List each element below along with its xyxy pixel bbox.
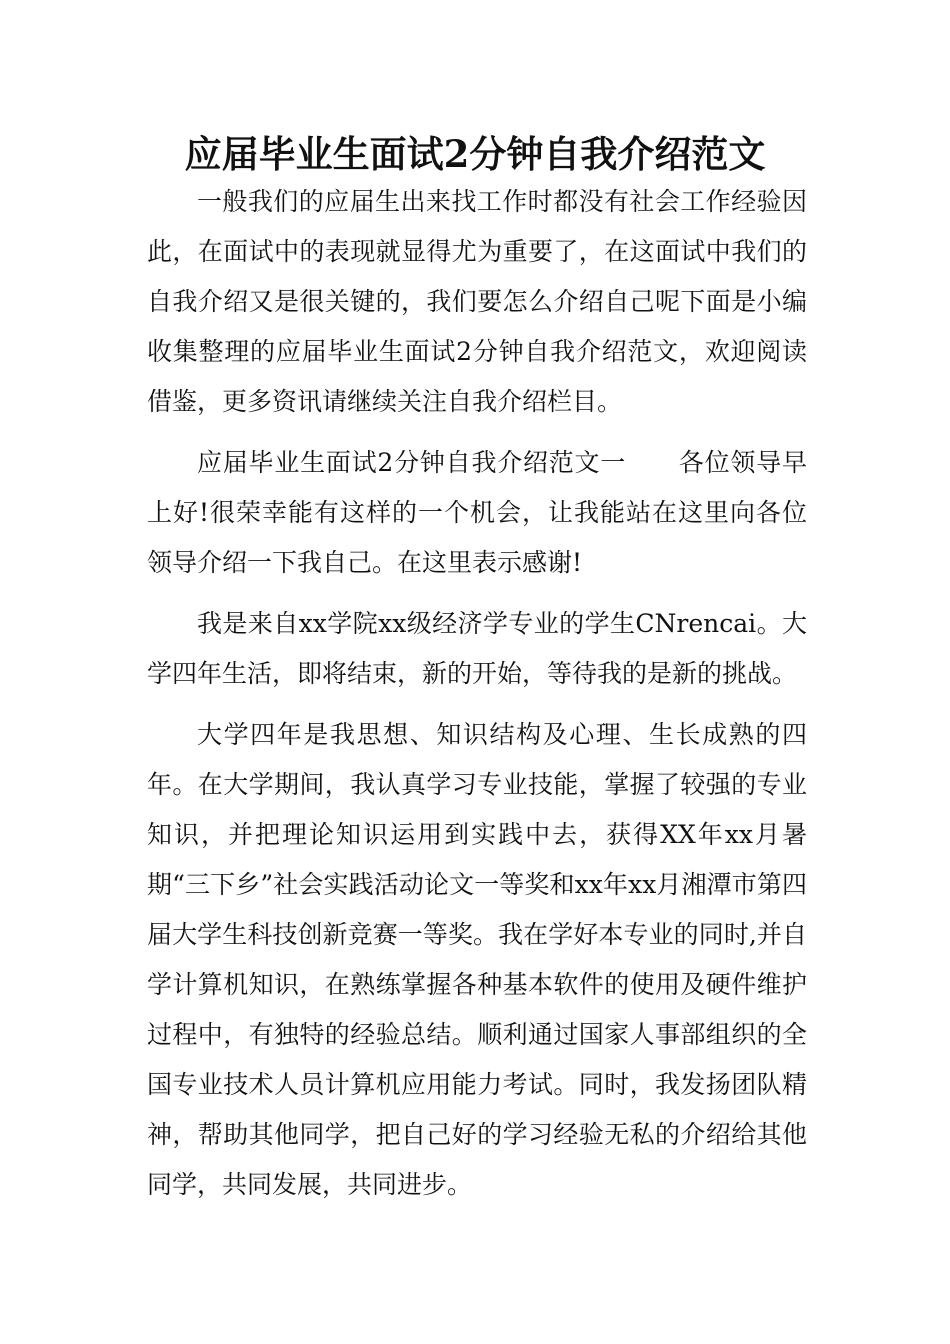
paragraph-text: 各位领导早上好!很荣幸能有这样的一个机会，让我能站在这里向各位领导介绍一下我自己。在这里表示感谢! — [147, 448, 807, 577]
paragraph-background — [147, 599, 807, 699]
section-heading: 应届毕业生面试2分钟自我介绍范文一 — [197, 448, 627, 477]
paragraph-text: 一般我们的应届生出来找工作时都没有社会工作经验因此，在面试中的表现就显得尤为重要了，在这面试中我们的自我介绍又是很关键的，我们要怎么介绍自己呢下面是小编收集整理的应届毕业生面试2分钟自我介绍范文，欢迎阅读借鉴，更多资讯请继续关注自我介绍栏目。 — [147, 187, 807, 416]
paragraph-text: 我是来自xx学院xx级经济学专业的学生CNrencai。大学四年生活，即将结束，新的开始，等待我的是新的挑战。 — [147, 609, 807, 688]
paragraph-text: 大学四年是我思想、知识结构及心理、生长成熟的四年。在大学期间，我认真学习专业技能，掌握了较强的专业知识，并把理论知识运用到实践中去，获得XX年xx月暑期“三下乡”社会实践活动论文一等奖和xx年xx月湘潭市第四届大学生科技创新竞赛一等奖。我在学好本专业的同时,并自学计算机知识，在熟练掌握各种基本软件的使用及硬件维护过程中，有独特的经验总结。顺利通过国家人事部组织的全国专业技术人员计算机应用能力考试。同时，我发扬团队精神，帮助其他同学，把自己好的学习经验无私的介绍给其他同学，共同发展，共同进步。 — [147, 720, 807, 1199]
paragraph-greeting — [147, 438, 807, 588]
document-title: 应届毕业生面试2分钟自我介绍范文 — [184, 132, 766, 176]
paragraph-intro — [147, 177, 807, 427]
paragraph-university — [147, 710, 807, 1210]
document-body — [147, 177, 807, 1221]
